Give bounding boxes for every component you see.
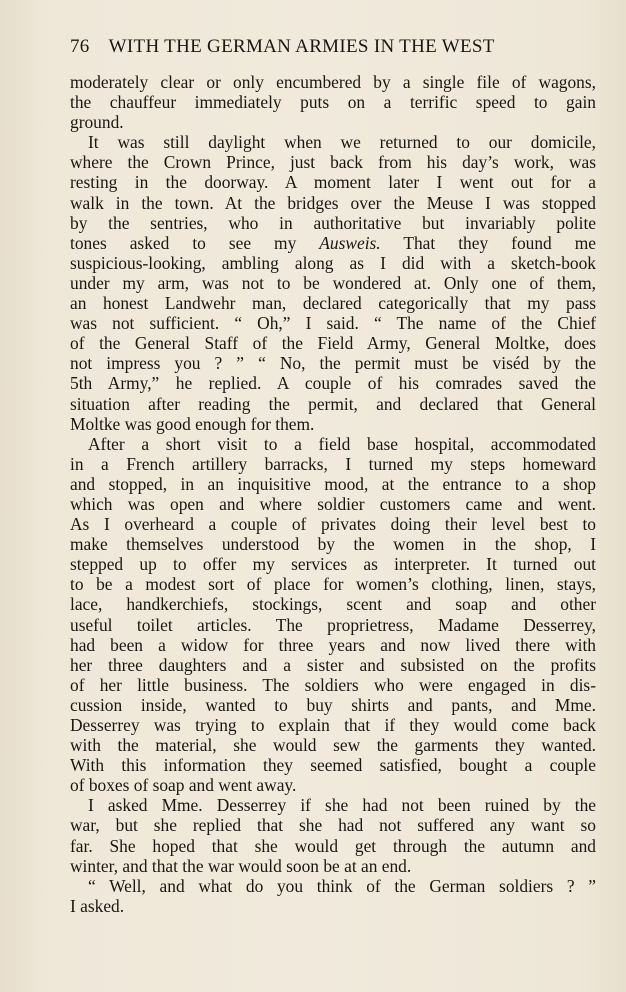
text-line: her three daughters and a sister and subsisted on the profits: [70, 654, 596, 675]
text-line: far. She hoped that she would get through the autumn and: [70, 835, 596, 856]
text-line: where the Crown Prince, just back from his day’s work, was: [70, 152, 596, 173]
text-line: I asked Mme. Desserrey if she had not been ruined by the: [88, 795, 596, 816]
text-line: was not sufficient. “ Oh,” I said. “ The name of the Chief: [70, 313, 596, 334]
text-line: and stopped, in an inquisitive mood, at the entrance to a shop: [70, 473, 596, 494]
text-line: to be a modest sort of place for women’s clothing, linen, stays,: [70, 574, 596, 595]
page-number: 76: [70, 36, 90, 57]
text-line: an honest Landwehr man, declared categorically that my pass: [70, 293, 596, 314]
text-line: make themselves understood by the women in the shop, I: [70, 534, 596, 555]
text-line: of boxes of soap and went away.: [70, 775, 297, 796]
text-line: After a short visit to a field base hospital, accommodated: [88, 433, 596, 454]
text-line: It was still daylight when we returned to our domicile,: [88, 132, 596, 153]
text-line: situation after reading the permit, and declared that General: [70, 393, 596, 414]
text-line: 5th Army,” he replied. A couple of his comrades saved the: [70, 373, 596, 394]
text-line: not impress you ? ” “ No, the permit must be viséd by the: [70, 353, 596, 374]
text-line: lace, handkerchiefs, stockings, scent and soap and other: [70, 594, 596, 615]
text-line: suspicious-looking, ambling along as I did with a sketch-book: [70, 252, 596, 273]
text-line: with the material, she would sew the garments they wanted.: [70, 735, 596, 756]
text-line: which was open and where soldier customers came and went.: [70, 493, 596, 514]
text-line: “ Well, and what do you think of the German soldiers ? ”: [88, 875, 596, 896]
text-line: stepped up to offer my services as interpreter. It turned out: [70, 554, 596, 575]
text-line: ground.: [70, 112, 124, 133]
text-line: Desserrey was trying to explain that if they would come back: [70, 715, 596, 735]
text-line: the chauffeur immediately puts on a terrific speed to gain: [70, 92, 596, 113]
running-header: [70, 36, 570, 60]
running-title: WITH THE GERMAN ARMIES IN THE WEST: [108, 36, 495, 57]
body-text: [70, 72, 596, 916]
text-line: winter, and that the war would soon be at an end.: [70, 855, 412, 876]
text-line: moderately clear or only encumbered by a single file of wagons,: [70, 72, 596, 92]
text-line: by the sentries, who in authoritative but invariably polite: [70, 212, 596, 233]
text-line: walk in the town. At the bridges over the Meuse I was stopped: [70, 192, 596, 213]
text-line: cussion inside, wanted to buy shirts and pants, and Mme.: [70, 694, 596, 715]
text-line: With this information they seemed satisfied, bought a couple: [70, 755, 596, 776]
text-line: Moltke was good enough for them.: [70, 413, 315, 434]
text-line: had been a widow for three years and now lived there with: [70, 634, 596, 655]
text-line: tones asked to see my Ausweis. That they found me: [70, 232, 596, 253]
text-line: of her little business. The soldiers who were engaged in dis-: [70, 674, 596, 695]
text-line: war, but she replied that she had not suffered any want so: [70, 815, 596, 836]
text-line: resting in the doorway. A moment later I went out for a: [70, 172, 596, 193]
text-line: under my arm, was not to be wondered at. Only one of them,: [70, 272, 596, 293]
text-line: useful toilet articles. The proprietress, Madame Desserrey,: [70, 614, 596, 635]
text-line: in a French artillery barracks, I turned my steps homeward: [70, 453, 596, 474]
text-line: I asked.: [70, 895, 125, 916]
text-line: As I overheard a couple of privates doing their level best to: [70, 514, 596, 535]
text-line: of the General Staff of the Field Army, General Moltke, does: [70, 333, 596, 354]
